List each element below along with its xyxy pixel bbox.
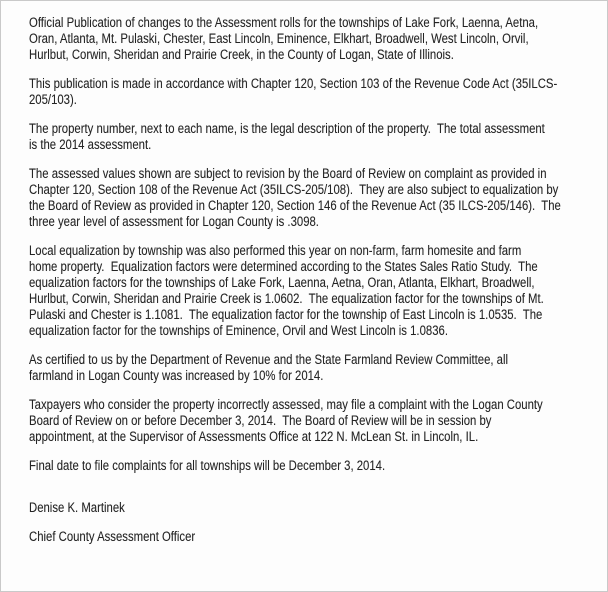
text-line: As certified to us by the Department of Revenue and the State Farmland Review Committee, all (29, 352, 509, 367)
paragraph (29, 121, 607, 153)
text-line: Taxpayers who consider the property incorrectly assessed, may file a complaint with the Logan County (29, 397, 543, 412)
text-line: three year level of assessment for Logan County is .3098. (29, 214, 319, 229)
text-line: The assessed values shown are subject to revision by the Board of Review on complaint as provided in (29, 166, 547, 181)
text-line: appointment, at the Supervisor of Assessments Office at 122 N. McLean St. in Lincoln, IL. (29, 429, 479, 444)
paragraph (29, 243, 607, 339)
text-line: The property number, next to each name, is the legal description of the property. The total assessment (29, 121, 545, 136)
text-line: the Board of Review as provided in Chapter 120, Section 146 of the Revenue Act (35 ILCS-205/146). The (29, 198, 561, 213)
paragraph (29, 76, 607, 108)
paragraph (29, 15, 607, 63)
text-line: Oran, Atlanta, Mt. Pulaski, Chester, East Lincoln, Eminence, Elkhart, Broadwell, West Lincoln, Orvil, (29, 31, 529, 46)
text-line: is the 2014 assessment. (29, 137, 152, 152)
signature-name: Denise K. Martinek (29, 500, 125, 515)
signature-block (29, 500, 607, 545)
text-line: Hurlbut, Corwin, Sheridan and Prairie Creek, in the County of Logan, State of Illinois. (29, 47, 454, 62)
text-line: Pulaski and Chester is 1.1081. The equalization factor for the township of East Lincoln is 1.0535. The (29, 307, 543, 322)
text-line: Chapter 120, Section 108 of the Revenue Act (35ILCS-205/108). They are also subject to equalization by (29, 182, 559, 197)
text-line: Official Publication of changes to the Assessment rolls for the townships of Lake Fork, Laenna, Aetna, (29, 15, 539, 30)
paragraph (29, 352, 607, 384)
paragraph (29, 166, 607, 230)
text-line: Board of Review on or before December 3, 2014. The Board of Review will be in session by (29, 413, 492, 428)
text-line: Final date to file complaints for all townships will be December 3, 2014. (29, 458, 386, 473)
paragraph (29, 458, 607, 474)
text-line: 205/103). (29, 92, 77, 107)
signature-title: Chief County Assessment Officer (29, 529, 196, 544)
text-line: Local equalization by township was also performed this year on non-farm, farm homesite and farm (29, 243, 522, 258)
text-line: Hurlbut, Corwin, Sheridan and Prairie Creek is 1.0602. The equalization factor for the townships of Mt. (29, 291, 544, 306)
text-line: equalization factor for the townships of Eminence, Orvil and West Lincoln is 1.0836. (29, 323, 448, 338)
paragraph (29, 397, 607, 445)
document-body (29, 15, 607, 474)
text-line: farmland in Logan County was increased by 10% for 2014. (29, 368, 324, 383)
text-line: equalization factors for the townships of Lake Fork, Laenna, Aetna, Oran, Atlanta, Elkhart, Broadwell, (29, 275, 535, 290)
text-line: home property. Equalization factors were determined according to the States Sales Ratio Study. The (29, 259, 538, 274)
text-line: This publication is made in accordance with Chapter 120, Section 103 of the Revenue Code Act (35ILCS- (29, 76, 558, 91)
